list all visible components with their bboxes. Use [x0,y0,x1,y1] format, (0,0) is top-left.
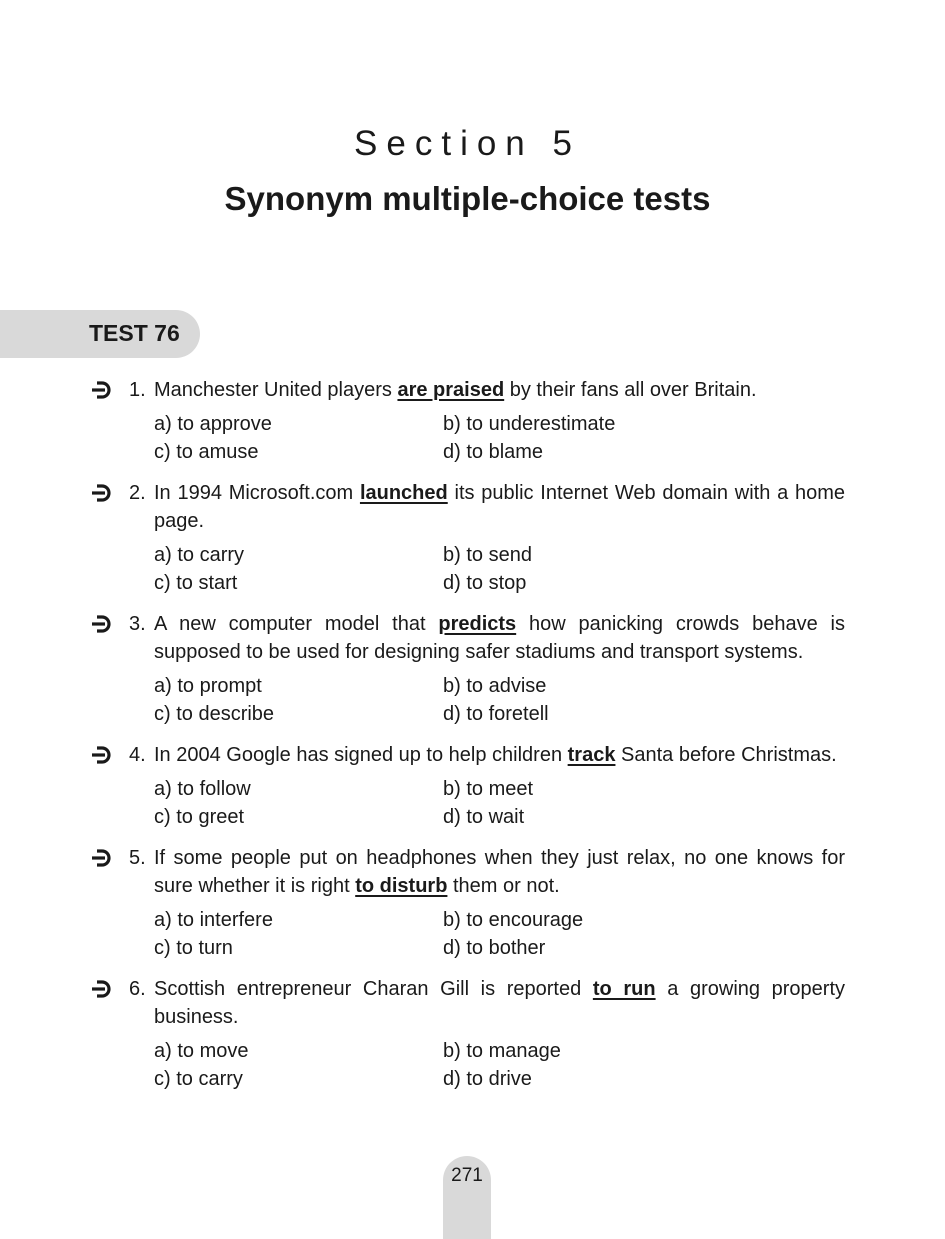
question-6 [90,975,845,1093]
option-d: d) to bother [443,937,546,959]
keyword: predicts [438,613,517,635]
test-label: TEST 76 [89,320,180,346]
option-d: d) to foretell [443,703,549,725]
question-number: 3. [129,613,146,635]
question-text: 3. A new computer model that predicts how panicking crowds behave is supposed to be used for designing safer stadiums and transport systems. [90,610,845,666]
answer-options [154,775,845,831]
option-a: a) to carry [154,544,245,566]
keyword: launched [359,482,448,504]
option-d: d) to drive [443,1068,532,1090]
question-5 [90,844,845,962]
keyword: track [567,744,616,766]
test-label-tab [0,310,200,358]
option-c: c) to amuse [154,441,259,463]
option-b: b) to manage [443,1040,561,1062]
question-text: 1. Manchester United players are praised by their fans all over Britain. [90,376,845,404]
answer-options [154,410,845,466]
keyword: are praised [397,379,505,401]
question-list [90,376,845,1106]
option-c: c) to describe [154,703,275,725]
question-text: 5. If some people put on headphones when they just relax, no one knows for sure whether it is right to disturb them or not. [90,844,845,900]
option-c: c) to greet [154,806,245,828]
question-text: 2. In 1994 Microsoft.com launched its public Internet Web domain with a home page. [90,479,845,535]
question-number: 1. [129,379,146,401]
answer-options [154,672,845,728]
question-number: 6. [129,978,146,1000]
option-a: a) to follow [154,778,251,800]
question-text: 6. Scottish entrepreneur Charan Gill is reported to run a growing property business. [90,975,845,1031]
option-b: b) to underestimate [443,413,616,435]
question-1 [90,376,845,466]
option-b: b) to send [443,544,532,566]
option-a: a) to approve [154,413,272,435]
option-d: d) to blame [443,441,544,463]
question-text: 4. In 2004 Google has signed up to help children track Santa before Christmas. [90,741,845,769]
option-c: c) to turn [154,937,233,959]
answer-options [154,541,845,597]
page-number: 271 [451,1165,483,1186]
option-c: c) to start [154,572,238,594]
page-number-tab [443,1156,491,1239]
option-a: a) to interfere [154,909,273,931]
option-b: b) to meet [443,778,534,800]
section-label: Section 5 [354,124,581,163]
option-b: b) to encourage [443,909,584,931]
option-d: d) to wait [443,806,525,828]
section-title: Synonym multiple-choice tests [224,180,711,217]
question-number: 2. [129,482,146,504]
answer-options [154,906,845,962]
answer-options [154,1037,845,1093]
question-4 [90,741,845,831]
option-d: d) to stop [443,572,527,594]
keyword: to disturb [355,875,448,897]
question-number: 4. [129,744,146,766]
option-a: a) to prompt [154,675,262,697]
option-c: c) to carry [154,1068,243,1090]
question-2 [90,479,845,597]
question-3 [90,610,845,728]
option-b: b) to advise [443,675,547,697]
keyword: to run [592,978,656,1000]
question-number: 5. [129,847,146,869]
option-a: a) to move [154,1040,249,1062]
